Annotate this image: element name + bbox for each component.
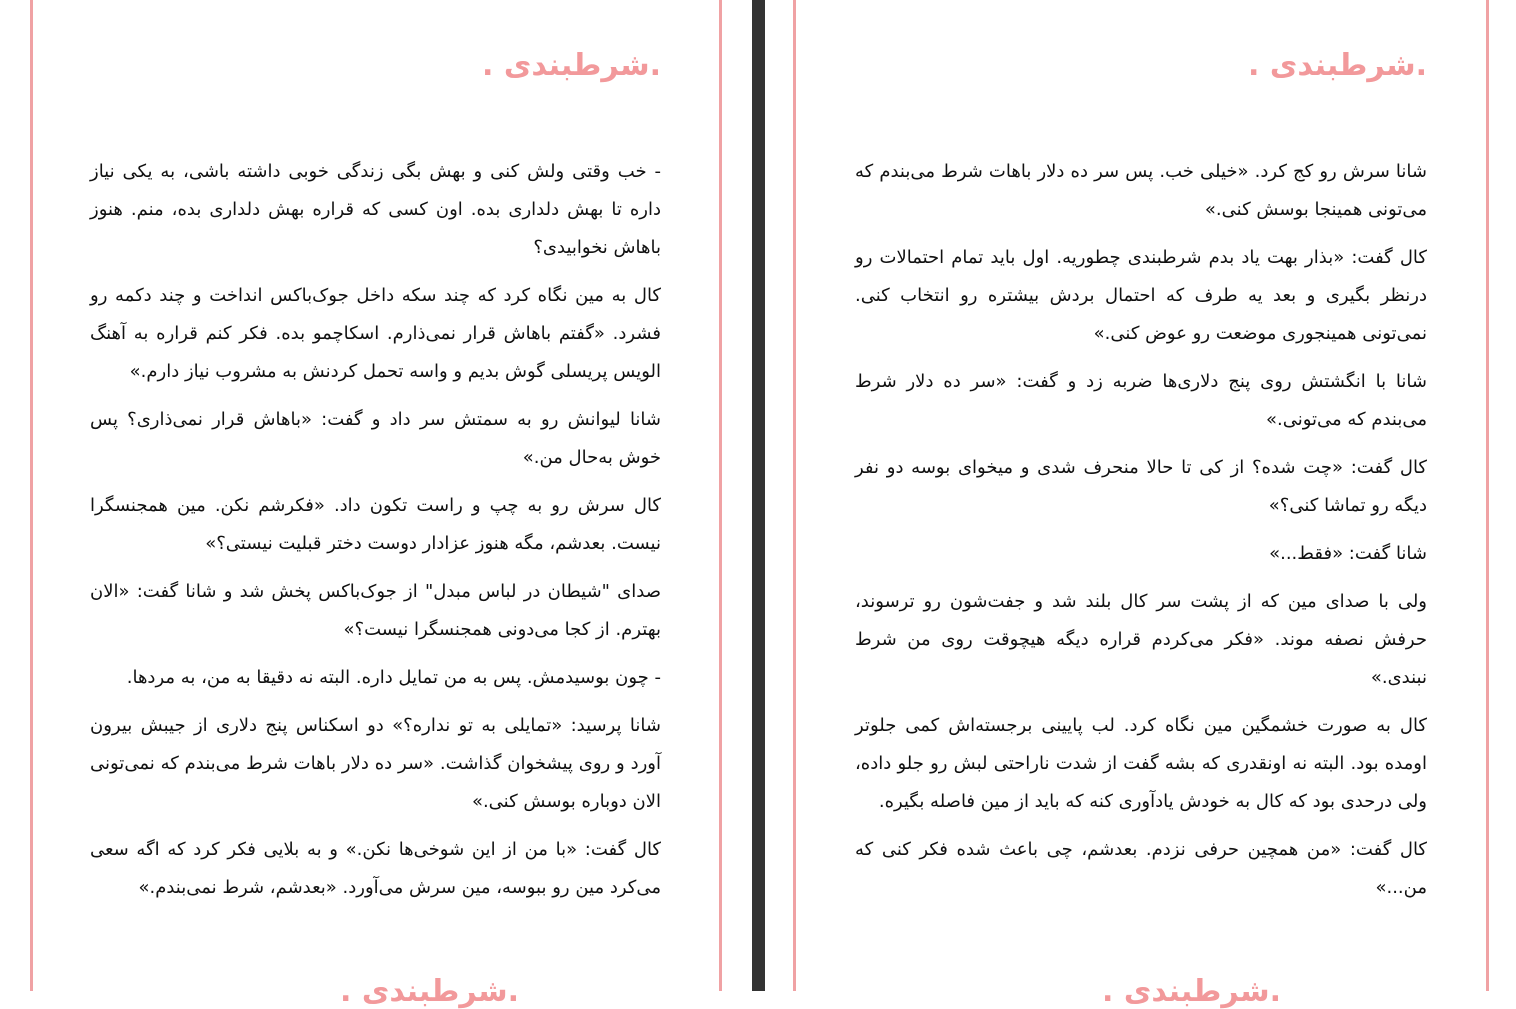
paragraph: - خب وقتی ولش کنی و بهش بگی زندگی خوبی داشته باشی، به یکی نیاز داره تا بهش دلداری بده. اون کسی که قراره بهش دلداری بده، منم. هنوز باهاش نخوابیدی؟	[90, 161, 661, 258]
paragraph: کال گفت: «بذار بهت یاد بدم شرطبندی چطوریه. اول باید تمام احتمالات رو درنظر بگیری و بعد یه طرف که احتمال بردش بیشتره رو انتخاب کنی. نمی‌تونی همینجوری موضعت رو عوض کنی.»	[855, 247, 1427, 344]
paragraph: کال سرش رو به چپ و راست تکون داد. «فکرشم نکن. مین همجنسگرا نیست. بعدشم، مگه هنوز عزادار دوست دختر قبلیت نیستی؟»	[90, 495, 661, 554]
page-gutter-divider	[752, 0, 765, 991]
right-page-body	[855, 153, 1427, 917]
paragraph: کال گفت: «با من از این شوخی‌ها نکن.» و به بلایی فکر کرد که اگه سعی می‌کرد مین رو ببوسه، مین سرش می‌آورد. «بعدشم، شرط نمی‌بندم.»	[90, 839, 661, 898]
paragraph: کال گفت: «چت شده؟ از کی تا حالا منحرف شدی و میخوای بوسه دو نفر دیگه رو تماشا کنی؟»	[855, 457, 1427, 516]
paragraph: ولی با صدای مین که از پشت سر کال بلند شد و جفت‌شون رو ترسوند، حرفش نصفه موند. «فکر می‌کردم قراره دیگه هیچوقت روی من شرط نبندی.»	[855, 591, 1427, 688]
paragraph: شانا سرش رو کج کرد. «خیلی خب. پس سر ده دلار باهات شرط می‌بندم که می‌تونی همینجا بوسش کنی.»	[855, 161, 1427, 220]
right-page-title: .شرطبندی .	[1248, 48, 1427, 83]
left-page	[30, 0, 722, 1009]
left-next-page-title: .شرطبندی .	[340, 974, 519, 1009]
paragraph: شانا با انگشتش روی پنج دلاری‌ها ضربه زد و گفت: «سر ده دلار شرط می‌بندم که می‌تونی.»	[855, 371, 1427, 430]
right-page	[793, 0, 1489, 1009]
left-page-body	[90, 153, 661, 917]
paragraph: شانا پرسید: «تمایلی به تو نداره؟» دو اسکناس پنج دلاری از جیبش بیرون آورد و روی پیشخوان گذاشت. «سر ده دلار باهات شرط می‌بندم که نمی‌تونی الان دوباره بوسش کنی.»	[90, 715, 661, 812]
paragraph: صدای "شیطان در لباس مبدل" از جوک‌باکس پخش شد و شانا گفت: «الان بهترم. از کجا می‌دونی همجنسگرا نیست؟»	[90, 581, 661, 640]
paragraph: کال به صورت خشمگین مین نگاه کرد. لب پایینی برجسته‌اش کمی جلوتر اومده بود. البته نه اونقدری که بشه گفت از شدت ناراحتی لبش رو جلو داده، ولی درحدی بود که کال به خودش یادآوری کنه که باید از مین فاصله بگیره.	[855, 715, 1427, 812]
paragraph: کال گفت: «من همچین حرفی نزدم. بعدشم، چی باعث شده فکر کنی که من...»	[855, 839, 1427, 898]
paragraph: - چون بوسیدمش. پس به من تمایل داره. البته نه دقیقا به من، به مردها.	[126, 667, 661, 688]
paragraph: شانا گفت: «فقط...»	[1269, 543, 1427, 564]
paragraph: کال به مین نگاه کرد که چند سکه داخل جوک‌باکس انداخت و چند دکمه رو فشرد. «گفتم باهاش قرار نمی‌ذارم. اسکاچمو بده. فکر کنم قراره به آهنگ الویس پریسلی گوش بدیم و واسه تحمل کردنش به مشروب نیاز دارم.»	[90, 285, 661, 382]
left-page-title: .شرطبندی .	[482, 48, 661, 83]
right-next-page-title: .شرطبندی .	[1102, 974, 1281, 1009]
paragraph: شانا لیوانش رو به سمتش سر داد و گفت: «باهاش قرار نمی‌ذاری؟ پس خوش به‌حال من.»	[90, 409, 661, 468]
